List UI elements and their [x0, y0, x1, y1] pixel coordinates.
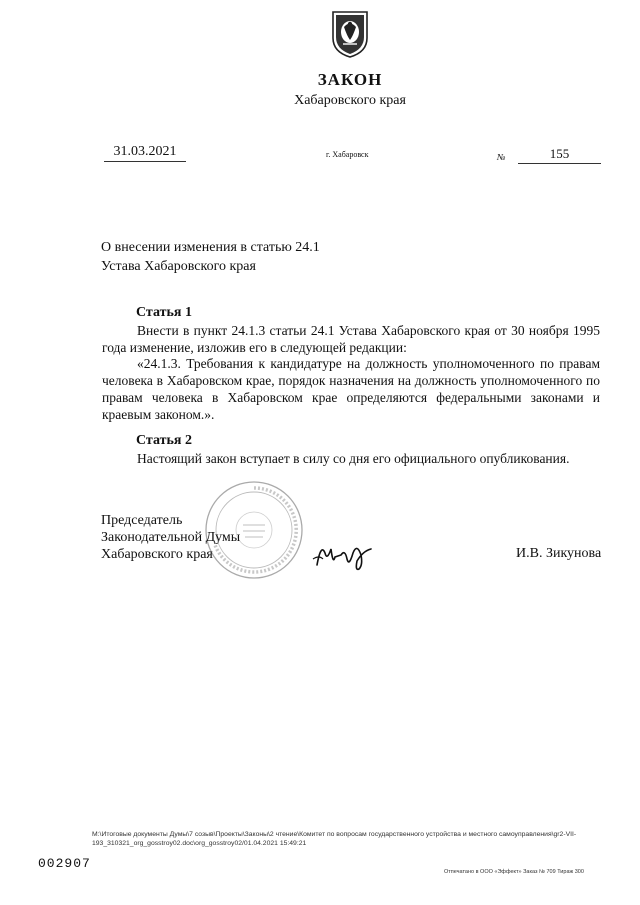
print-note: Отпечатано в ООО «Эффект» Заказ № 709 Тираж 300 [444, 869, 584, 875]
subject-line-1: О внесении изменения в статью 24.1 [101, 240, 320, 255]
signatory-name: И.В. Зикунова [516, 546, 602, 561]
coat-of-arms-icon [331, 8, 369, 58]
signatory-line-2: Законодательной Думы [101, 530, 241, 545]
document-subtitle: Хабаровского края [294, 93, 406, 108]
article-2-paragraph-1: Настоящий закон вступает в силу со дня его официального опубликования. [137, 451, 570, 466]
signatory-block [101, 512, 240, 563]
registration-number: 002907 [38, 856, 91, 871]
article-1-paragraph-2: «24.1.3. Требования к кандидатуре на должность уполномоченного по правам человека в Хабаровском крае, порядок назначения на должность уполномоченного по правам человека в Хабаровском крае определяются федеральными законами и краевым законом.». [102, 356, 600, 422]
article-2-heading: Статья 2 [136, 433, 192, 448]
document-city: г. Хабаровск [326, 150, 369, 159]
document-subject [101, 238, 361, 276]
document-title: ЗАКОН [317, 70, 383, 89]
signatory-line-3: Хабаровского края [101, 547, 213, 562]
file-path-footer: М:\Итоговые документы Думы\7 созыв\Проекты\Законы\2 чтение\Комитет по вопросам государственного устройства и местного самоуправления\gr2-VII-193_310321_org_gosstroy02.doc\org_gosstroy02/01.04.2021 15:49:21 [92, 831, 577, 847]
handwritten-signature [311, 535, 377, 573]
document-number: 155 [518, 146, 601, 164]
article-1-paragraph-1: Внести в пункт 24.1.3 статьи 24.1 Устава Хабаровского края от 30 ноября 1995 года изменение, изложив его в следующей редакции: [102, 323, 600, 355]
document-date: 31.03.2021 [104, 144, 186, 162]
signatory-line-1: Председатель [101, 513, 183, 528]
subject-line-2: Устава Хабаровского края [101, 259, 256, 274]
number-label: № [497, 152, 506, 162]
article-1-heading: Статья 1 [136, 305, 192, 320]
